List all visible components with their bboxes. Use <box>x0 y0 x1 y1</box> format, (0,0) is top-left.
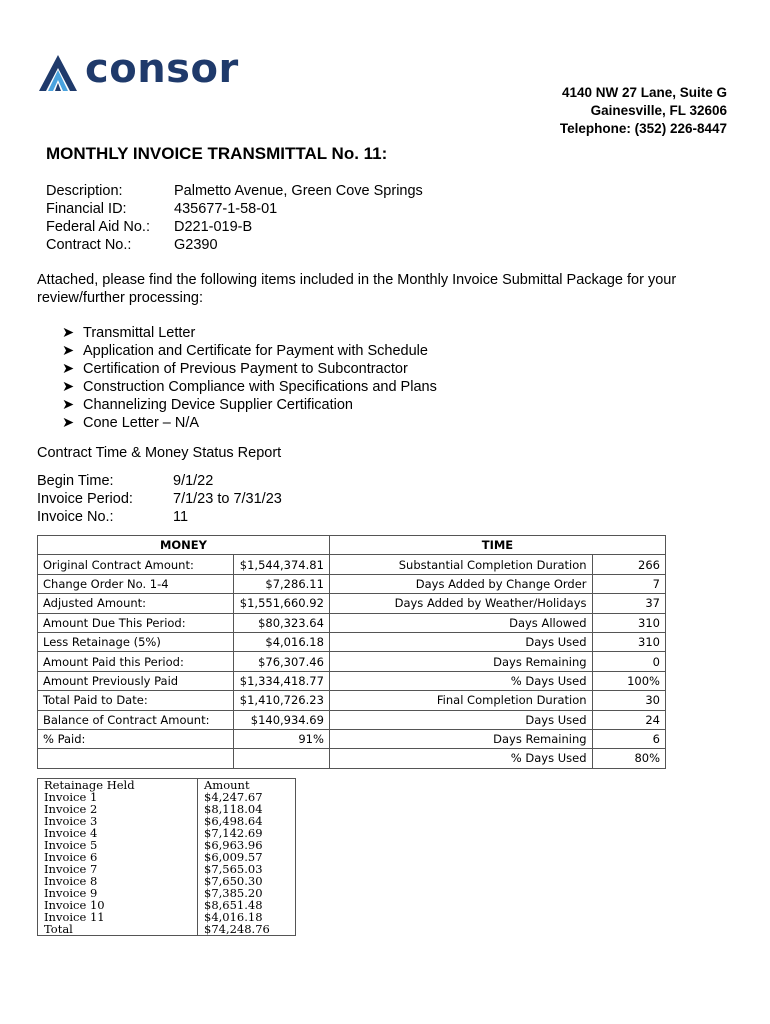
money-value: $140,934.69 <box>234 710 330 729</box>
retainage-row-amount: $6,009.57 <box>204 850 263 864</box>
time-value: 37 <box>592 594 665 613</box>
time-value: 9/1/22 <box>173 473 214 489</box>
retainage-row-label: Invoice 2 <box>44 802 98 816</box>
arrow-bullet-icon: ➤ <box>62 343 75 359</box>
time-label: Days Remaining <box>329 729 592 748</box>
table-row <box>38 574 666 593</box>
time-value: 310 <box>592 613 665 632</box>
money-value: $80,323.64 <box>234 613 330 632</box>
info-label: Federal Aid No.: <box>46 219 150 235</box>
retainage-row-amount: $7,650.30 <box>204 874 263 888</box>
table-row <box>38 749 666 768</box>
retainage-row-amount: $4,247.67 <box>204 790 263 804</box>
list-item-text: Certification of Previous Payment to Subcontractor <box>83 361 408 377</box>
retainage-row-label: Invoice 4 <box>44 826 98 840</box>
money-label: Amount Previously Paid <box>38 671 234 690</box>
time-value: 6 <box>592 729 665 748</box>
table-row <box>38 613 666 632</box>
list-item <box>62 396 437 414</box>
retainage-row-amount: $6,498.64 <box>204 814 263 828</box>
retainage-row-amount: $7,142.69 <box>204 826 263 840</box>
time-label: Days Remaining <box>329 652 592 671</box>
money-value: $1,410,726.23 <box>234 691 330 710</box>
retainage-row-amount: $7,565.03 <box>204 862 263 876</box>
time-value: 310 <box>592 632 665 651</box>
invoice-time-info <box>37 472 282 526</box>
retainage-row-amount: $4,016.18 <box>204 910 263 924</box>
address-line-2: Gainesville, FL 32606 <box>590 103 727 118</box>
time-value: 80% <box>592 749 665 768</box>
money-value: $1,334,418.77 <box>234 671 330 690</box>
retainage-amount-column <box>198 779 296 936</box>
time-label: Substantial Completion Duration <box>329 555 592 574</box>
time-row-invoice-no <box>37 508 282 526</box>
arrow-bullet-icon: ➤ <box>62 361 75 377</box>
time-value: 24 <box>592 710 665 729</box>
retainage-row-label: Invoice 6 <box>44 850 98 864</box>
list-item <box>62 414 437 432</box>
money-value: $1,544,374.81 <box>234 555 330 574</box>
retainage-row-amount: $6,963.96 <box>204 838 263 852</box>
time-label: Begin Time: <box>37 473 114 489</box>
table-row <box>38 710 666 729</box>
info-value: G2390 <box>174 237 218 253</box>
retainage-label-column <box>38 779 198 936</box>
time-label: Days Added by Change Order <box>329 574 592 593</box>
list-item-text: Construction Compliance with Specifications and Plans <box>83 379 437 395</box>
retainage-row-amount: $7,385.20 <box>204 886 263 900</box>
money-label: Balance of Contract Amount: <box>38 710 234 729</box>
retainage-table <box>37 778 296 936</box>
info-row-financial-id <box>46 200 423 218</box>
table-row <box>38 652 666 671</box>
info-row-contract-no <box>46 236 423 254</box>
money-label: Amount Due This Period: <box>38 613 234 632</box>
company-logo <box>37 46 247 96</box>
retainage-row-label: Invoice 1 <box>44 790 98 804</box>
time-label: Days Used <box>329 710 592 729</box>
list-item <box>62 378 437 396</box>
table-row <box>38 691 666 710</box>
money-label: Change Order No. 1-4 <box>38 574 234 593</box>
info-row-federal-aid <box>46 218 423 236</box>
retainage-row-amount: $74,248.76 <box>204 922 270 936</box>
list-item-text: Channelizing Device Supplier Certification <box>83 397 353 413</box>
list-item <box>62 342 437 360</box>
retainage-row-label: Invoice 10 <box>44 898 105 912</box>
arrow-bullet-icon: ➤ <box>62 379 75 395</box>
retainage-row-label: Invoice 5 <box>44 838 98 852</box>
info-label: Description: <box>46 183 123 199</box>
project-info <box>46 182 423 254</box>
money-label: Amount Paid this Period: <box>38 652 234 671</box>
retainage-header: Retainage Held <box>44 778 135 792</box>
info-label: Contract No.: <box>46 237 132 253</box>
retainage-row-label: Total <box>44 922 73 936</box>
retainage-body <box>38 779 296 936</box>
time-header: TIME <box>329 536 665 555</box>
money-value <box>234 749 330 768</box>
money-value: $4,016.18 <box>234 632 330 651</box>
time-label: % Days Used <box>329 749 592 768</box>
money-label <box>38 749 234 768</box>
list-item <box>62 324 437 342</box>
time-row-period <box>37 490 282 508</box>
time-value: 30 <box>592 691 665 710</box>
amount-header: Amount <box>204 778 250 792</box>
retainage-row-label: Invoice 7 <box>44 862 98 876</box>
retainage-row-label: Invoice 9 <box>44 886 98 900</box>
status-report-heading: Contract Time & Money Status Report <box>37 445 282 461</box>
time-label: Days Used <box>329 632 592 651</box>
money-value: 91% <box>234 729 330 748</box>
time-label: % Days Used <box>329 671 592 690</box>
document-title: MONTHLY INVOICE TRANSMITTAL No. 11: <box>46 144 388 163</box>
money-label: % Paid: <box>38 729 234 748</box>
money-label: Adjusted Amount: <box>38 594 234 613</box>
money-label: Total Paid to Date: <box>38 691 234 710</box>
table-row <box>38 555 666 574</box>
money-label: Original Contract Amount: <box>38 555 234 574</box>
consor-logo-icon <box>37 52 79 94</box>
time-row-begin <box>37 472 282 490</box>
time-label: Invoice Period: <box>37 491 133 507</box>
info-value: 435677-1-58-01 <box>174 201 278 217</box>
retainage-row-label: Invoice 3 <box>44 814 98 828</box>
arrow-bullet-icon: ➤ <box>62 325 75 341</box>
info-row-description <box>46 182 423 200</box>
time-value: 100% <box>592 671 665 690</box>
intro-paragraph: Attached, please find the following items included in the Monthly Invoice Submittal Package for your review/further processing: <box>37 272 677 306</box>
table-header-row <box>38 536 666 555</box>
retainage-row-amount: $8,651.48 <box>204 898 263 912</box>
company-address <box>560 84 727 138</box>
retainage-row-label: Invoice 8 <box>44 874 98 888</box>
money-label: Less Retainage (5%) <box>38 632 234 651</box>
time-value: 7 <box>592 574 665 593</box>
time-value: 11 <box>173 509 189 525</box>
time-value: 0 <box>592 652 665 671</box>
time-value: 266 <box>592 555 665 574</box>
retainage-row-label: Invoice 11 <box>44 910 105 924</box>
time-value: 7/1/23 to 7/31/23 <box>173 491 282 507</box>
info-value: D221-019-B <box>174 219 253 235</box>
money-time-body <box>38 555 666 768</box>
time-label: Final Completion Duration <box>329 691 592 710</box>
address-line-1: 4140 NW 27 Lane, Suite G <box>561 85 727 100</box>
package-items-list <box>62 324 437 432</box>
list-item-text: Application and Certificate for Payment with Schedule <box>83 343 428 359</box>
table-row <box>38 594 666 613</box>
info-value: Palmetto Avenue, Green Cove Springs <box>174 183 423 199</box>
time-label: Invoice No.: <box>37 509 114 525</box>
retainage-row-amount: $8,118.04 <box>204 802 263 816</box>
time-label: Days Added by Weather/Holidays <box>329 594 592 613</box>
logo-wordmark: consor <box>85 46 239 92</box>
list-item-text: Transmittal Letter <box>83 325 196 341</box>
money-value: $7,286.11 <box>234 574 330 593</box>
table-row <box>38 671 666 690</box>
table-row <box>38 632 666 651</box>
money-value: $76,307.46 <box>234 652 330 671</box>
money-header: MONEY <box>38 536 330 555</box>
arrow-bullet-icon: ➤ <box>62 415 75 431</box>
info-label: Financial ID: <box>46 201 127 217</box>
money-time-table <box>37 535 666 769</box>
table-row <box>38 729 666 748</box>
money-value: $1,551,660.92 <box>234 594 330 613</box>
time-label: Days Allowed <box>329 613 592 632</box>
list-item-text: Cone Letter – N/A <box>83 415 200 431</box>
list-item <box>62 360 437 378</box>
address-telephone: Telephone: (352) 226-8447 <box>559 121 727 136</box>
arrow-bullet-icon: ➤ <box>62 397 75 413</box>
